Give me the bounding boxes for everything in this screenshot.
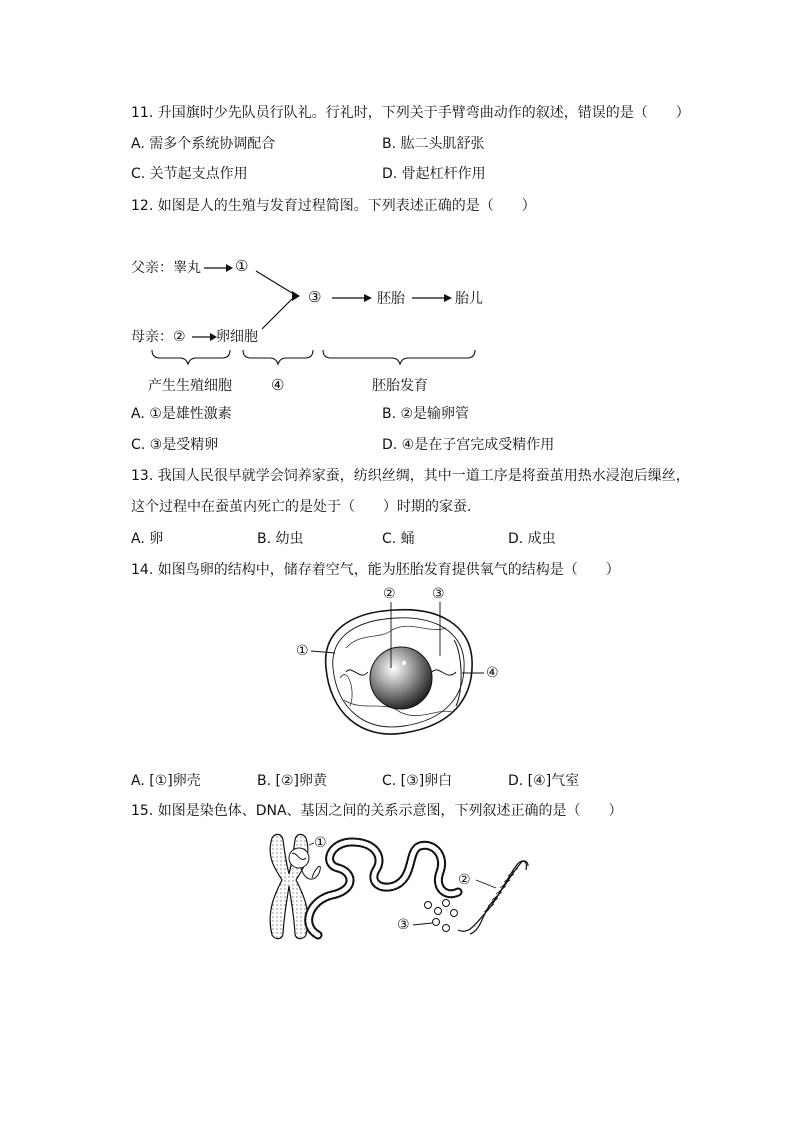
q15-stem: 15. 如图是染色体、DNA、基因之间的关系示意图，下列叙述正确的是（ ） bbox=[131, 803, 623, 819]
q14-option-b: B. [②]卵黄 bbox=[257, 773, 327, 789]
label-gamete-production: 产生生殖细胞 bbox=[148, 378, 232, 394]
label-circle-1: ① bbox=[235, 257, 249, 275]
q12-option-d: D. ④是在子宫完成受精作用 bbox=[382, 437, 555, 453]
q12-option-c: C. ③是受精卵 bbox=[131, 437, 219, 453]
bead-5 bbox=[433, 919, 440, 926]
label-circle-4: ④ bbox=[271, 376, 285, 394]
q12-option-b: B. ②是输卵管 bbox=[382, 406, 470, 422]
q11-option-c: C. 关节起支点作用 bbox=[131, 166, 248, 182]
q13-option-a: A. 卵 bbox=[131, 531, 164, 547]
label-fetus: 胎儿 bbox=[455, 291, 483, 307]
dna-base-pairs bbox=[484, 868, 518, 912]
bead-6 bbox=[443, 925, 450, 932]
label-embryo: 胚胎 bbox=[377, 291, 405, 307]
leader-chrom-2 bbox=[476, 880, 496, 888]
chromatin-thread bbox=[301, 866, 320, 879]
dna-label-2: ② bbox=[458, 872, 471, 888]
label-circle-3: ③ bbox=[308, 288, 322, 306]
label-embryo-development: 胚胎发育 bbox=[372, 378, 428, 394]
q13-option-d: D. 成虫 bbox=[508, 531, 556, 547]
q13-option-c: C. 蛹 bbox=[382, 531, 415, 547]
q13-option-b: B. 幼虫 bbox=[257, 531, 304, 547]
dna-label-3: ③ bbox=[397, 917, 410, 933]
egg-label-3: ③ bbox=[432, 586, 445, 602]
dna-label-1: ① bbox=[314, 835, 327, 851]
q14-option-c: C. [③]卵白 bbox=[382, 773, 453, 789]
bead-2 bbox=[435, 908, 442, 915]
q12-stem: 12. 如图是人的生殖与发育过程简图。下列表述正确的是（ ） bbox=[131, 198, 536, 214]
q11-stem: 11. 升国旗时少先队员行队礼。行礼时，下列关于手臂弯曲动作的叙述，错误的是（ ） bbox=[131, 105, 690, 121]
egg-label-1: ① bbox=[296, 643, 309, 659]
q14-option-d: D. [④]气室 bbox=[508, 773, 580, 789]
label-egg-cell: 卵细胞 bbox=[216, 329, 258, 345]
q11-option-d: D. 骨起杠杆作用 bbox=[382, 166, 486, 182]
q14-option-a: A. [①]卵壳 bbox=[131, 773, 201, 789]
bead-1 bbox=[425, 902, 432, 909]
egg-label-2: ② bbox=[383, 586, 396, 602]
q14-stem: 14. 如图鸟卵的结构中，储存着空气，能为胚胎发育提供氧气的结构是（ ） bbox=[131, 562, 620, 578]
q11-option-b: B. 肱二头肌舒张 bbox=[382, 136, 485, 152]
label-mother: 母亲：② bbox=[131, 329, 186, 345]
q11-option-a: A. 需多个系统协调配合 bbox=[131, 136, 276, 152]
egg-label-4: ④ bbox=[486, 665, 499, 681]
label-father: 父亲：睾丸 bbox=[131, 260, 201, 276]
dna-strand-2 bbox=[470, 861, 528, 934]
bead-4 bbox=[451, 910, 458, 917]
q12-option-a: A. ①是雄性激素 bbox=[131, 406, 232, 422]
bead-3 bbox=[443, 900, 450, 907]
leader-chrom-3 bbox=[413, 923, 432, 925]
q13-stem-line2: 这个过程中在蚕茧内死亡的是处于（ ）时期的家蚕． bbox=[131, 499, 481, 515]
q13-stem-line1: 13. 我国人民很早就学会饲养家蚕，纺织丝绸，其中一道工序是将蚕茧用热水浸泡后缫丝， bbox=[131, 468, 690, 484]
